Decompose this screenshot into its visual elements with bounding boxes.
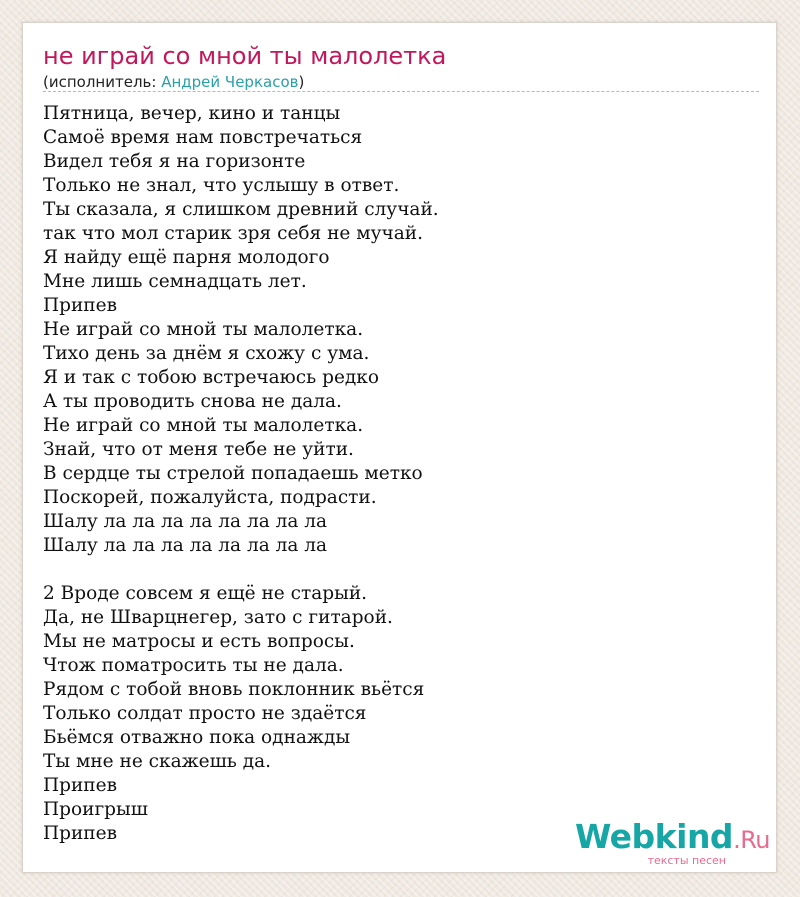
lyrics-line: Поскорей, пожалуйста, подрасти.: [43, 487, 377, 508]
artist-link[interactable]: Андрей Черкасов: [161, 73, 299, 91]
lyrics-line: Знай, что от меня тебе не уйти.: [43, 439, 354, 460]
lyrics-line: А ты проводить снова не дала.: [43, 391, 342, 412]
lyrics-line: Мы не матросы и есть вопросы.: [43, 631, 355, 652]
lyrics-line: Самоё время нам повстречаться: [43, 127, 363, 148]
logo-wordmark: [575, 819, 770, 858]
lyrics-line: Я и так с тобою встречаюсь редко: [43, 367, 379, 388]
artist-suffix: ): [298, 73, 305, 91]
lyrics-line: Только солдат просто не здаётся: [43, 703, 367, 724]
site-logo[interactable]: [575, 819, 770, 866]
lyrics-line: Припев: [43, 775, 117, 796]
artist-line: [43, 72, 304, 92]
lyrics-line: Проигрыш: [43, 799, 148, 820]
lyrics-line: Не играй со мной ты малолетка.: [43, 319, 364, 340]
lyrics-line: В сердце ты стрелой попадаешь метко: [43, 463, 423, 484]
logo-tagline: тексты песен: [647, 854, 726, 867]
song-title: не играй со мной ты малолетка: [43, 42, 447, 70]
lyrics-line: 2 Вроде совсем я ещё не старый.: [43, 583, 368, 604]
lyrics-blank-line: [43, 558, 759, 582]
lyrics-line: Бьёмся отважно пока однажды: [43, 727, 351, 748]
lyrics-line: Мне лишь семнадцать лет.: [43, 271, 307, 292]
lyrics-line: Ты сказала, я слишком древний случай.: [43, 199, 439, 220]
logo-tld: .Ru: [733, 826, 770, 854]
lyrics-line: Рядом с тобой вновь поклонник вьётся: [43, 679, 425, 700]
lyrics-card: [22, 22, 777, 873]
lyrics-line: Чтож поматросить ты не дала.: [43, 655, 344, 676]
lyrics-line: Пятница, вечер, кино и танцы: [43, 103, 341, 124]
lyrics-line: Тихо день за днём я схожу с ума.: [43, 343, 370, 364]
lyrics-line: так что мол старик зря себя не мучай.: [43, 223, 423, 244]
lyrics-line: Да, не Шварцнегер, зато с гитарой.: [43, 607, 393, 628]
logo-brand: Webkind: [574, 817, 734, 856]
lyrics-line: Я найду ещё парня молодого: [43, 247, 330, 268]
lyrics-line: Видел тебя я на горизонте: [43, 151, 306, 172]
lyrics-text: [43, 102, 759, 846]
lyrics-line: Припев: [43, 823, 117, 844]
lyrics-line: Шалу ла ла ла ла ла ла ла ла: [43, 535, 328, 556]
lyrics-line: Не играй со мной ты малолетка.: [43, 415, 364, 436]
lyrics-line: Ты мне не скажешь да.: [43, 751, 272, 772]
lyrics-line: Шалу ла ла ла ла ла ла ла ла: [43, 511, 328, 532]
title-divider: [43, 91, 759, 92]
artist-prefix: (исполнитель:: [43, 73, 162, 91]
lyrics-line: Только не знал, что услышу в ответ.: [43, 175, 400, 196]
lyrics-line: Припев: [43, 295, 117, 316]
